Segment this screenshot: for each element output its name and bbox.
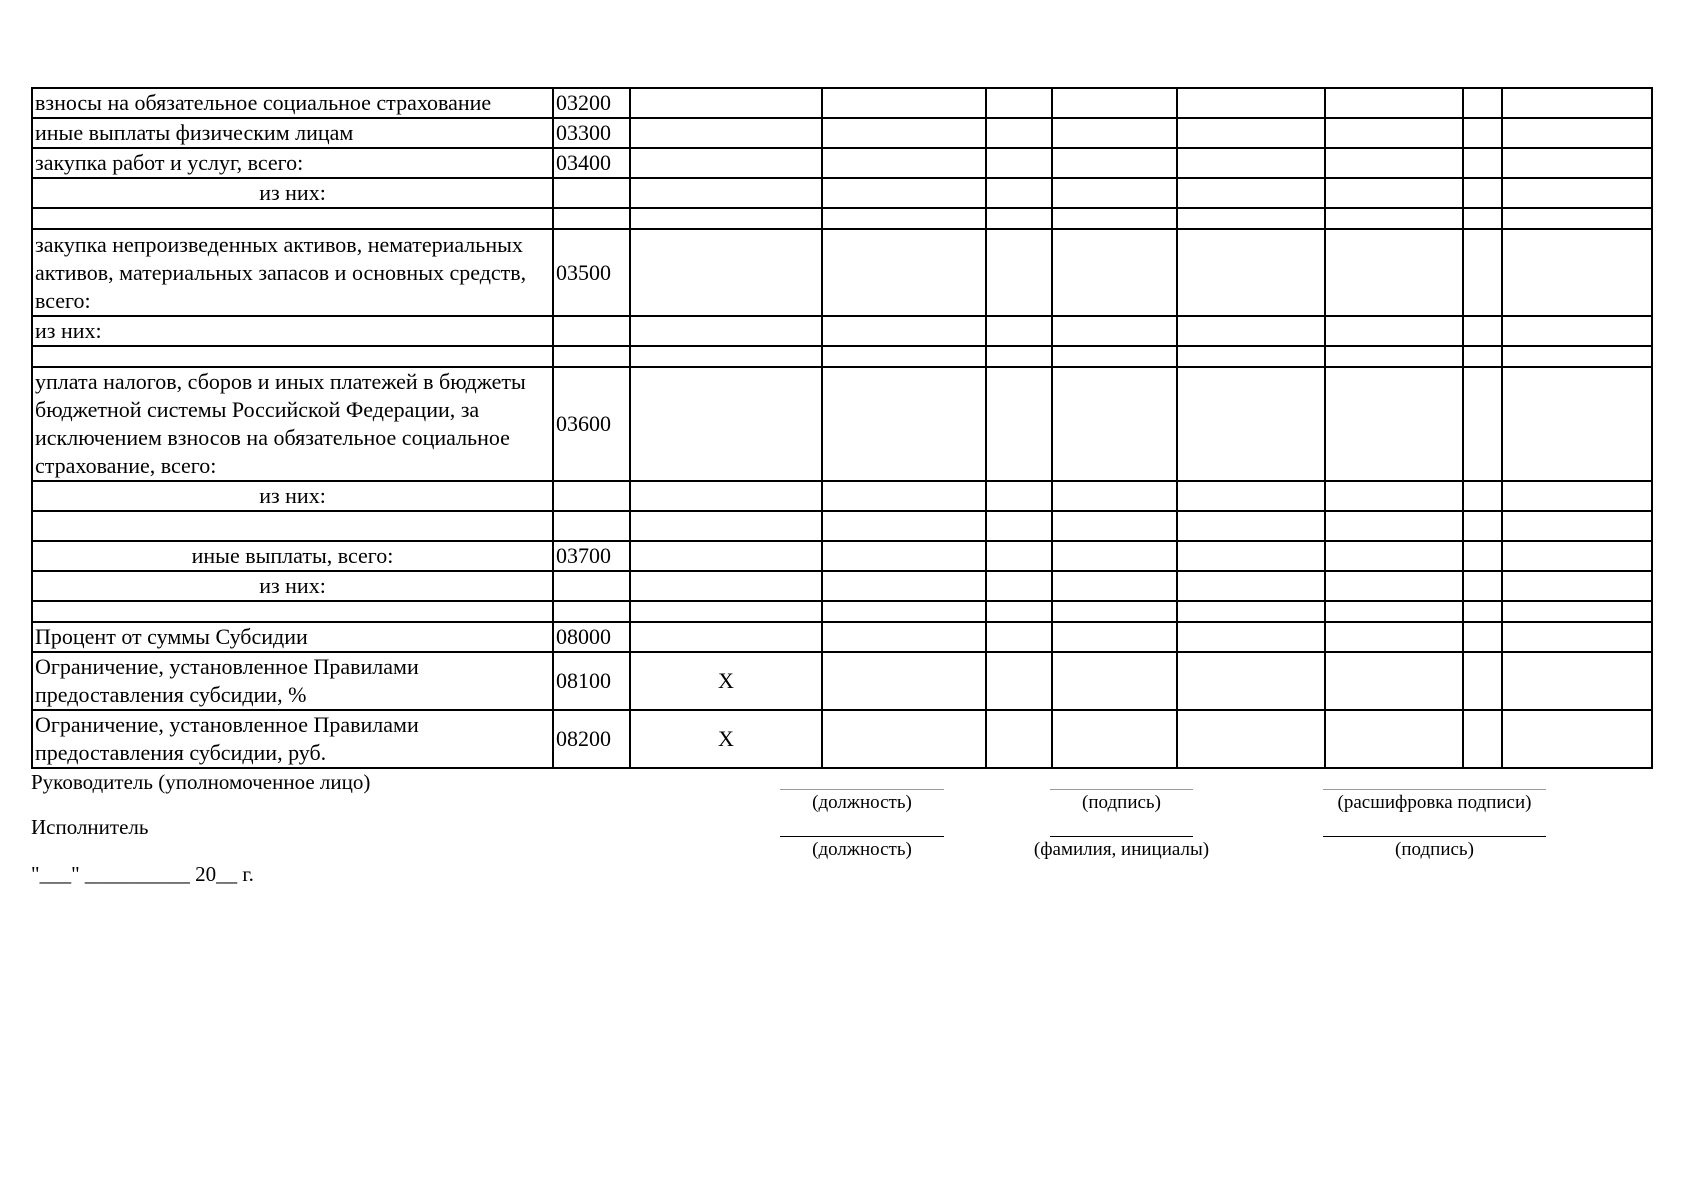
value-cell	[630, 622, 822, 652]
value-cell	[1052, 367, 1177, 481]
table-row	[32, 511, 1652, 541]
value-cell	[1052, 208, 1177, 229]
executor-position-line	[780, 836, 944, 837]
value-cell	[1177, 118, 1325, 148]
value-cell	[986, 710, 1052, 768]
table-row	[32, 346, 1652, 367]
value-cell	[1325, 118, 1463, 148]
value-cell	[986, 652, 1052, 710]
value-cell	[1177, 148, 1325, 178]
value-cell	[986, 346, 1052, 367]
row-code	[553, 208, 630, 229]
row-label: Ограничение, установленное Правилами предоставления субсидии, %	[32, 652, 553, 710]
value-cell	[1463, 622, 1502, 652]
value-cell	[1502, 229, 1652, 316]
value-cell	[1052, 178, 1177, 208]
value-cell	[1177, 710, 1325, 768]
value-cell	[1502, 88, 1652, 118]
value-cell	[630, 229, 822, 316]
table-row	[32, 481, 1652, 511]
value-cell	[986, 367, 1052, 481]
value-cell	[986, 148, 1052, 178]
value-cell	[1325, 481, 1463, 511]
report-table	[31, 87, 1653, 769]
value-cell	[630, 148, 822, 178]
x-mark: X	[630, 710, 822, 768]
value-cell	[822, 118, 986, 148]
row-code	[553, 601, 630, 622]
value-cell	[822, 346, 986, 367]
row-label	[32, 511, 553, 541]
value-cell	[1177, 481, 1325, 511]
value-cell	[1463, 481, 1502, 511]
row-code	[553, 316, 630, 346]
value-cell	[1502, 601, 1652, 622]
table-row	[32, 148, 1652, 178]
row-code: 03600	[553, 367, 630, 481]
executor-name-line	[1050, 836, 1193, 837]
value-cell	[1052, 710, 1177, 768]
value-cell	[630, 571, 822, 601]
value-cell	[1325, 346, 1463, 367]
value-cell	[1325, 652, 1463, 710]
row-label	[32, 346, 553, 367]
head-position-line	[780, 789, 944, 790]
row-code: 08000	[553, 622, 630, 652]
value-cell	[1325, 571, 1463, 601]
value-cell	[1052, 316, 1177, 346]
row-code: 03200	[553, 88, 630, 118]
value-cell	[1325, 601, 1463, 622]
value-cell	[822, 88, 986, 118]
value-cell	[630, 601, 822, 622]
value-cell	[1463, 511, 1502, 541]
row-label: закупка непроизведенных активов, нематериальных активов, материальных запасов и основных средств, всего:	[32, 229, 553, 316]
value-cell	[1177, 208, 1325, 229]
value-cell	[1502, 571, 1652, 601]
value-cell	[1325, 316, 1463, 346]
value-cell	[1502, 541, 1652, 571]
value-cell	[822, 710, 986, 768]
row-label	[32, 208, 553, 229]
value-cell	[822, 571, 986, 601]
value-cell	[1052, 571, 1177, 601]
value-cell	[822, 316, 986, 346]
row-code	[553, 571, 630, 601]
row-code: 03700	[553, 541, 630, 571]
value-cell	[1463, 367, 1502, 481]
value-cell	[1052, 229, 1177, 316]
value-cell	[1052, 601, 1177, 622]
row-label: уплата налогов, сборов и иных платежей в бюджеты бюджетной системы Российской Федерации, за исключением взносов на обязательное социальное страхование, всего:	[32, 367, 553, 481]
row-code: 03400	[553, 148, 630, 178]
value-cell	[1463, 208, 1502, 229]
value-cell	[822, 208, 986, 229]
value-cell	[1325, 148, 1463, 178]
value-cell	[1325, 710, 1463, 768]
value-cell	[1177, 346, 1325, 367]
table-row	[32, 178, 1652, 208]
value-cell	[1502, 481, 1652, 511]
value-cell	[1502, 346, 1652, 367]
value-cell	[630, 316, 822, 346]
executor-position-caption: (должность)	[812, 839, 912, 860]
value-cell	[630, 481, 822, 511]
value-cell	[1325, 178, 1463, 208]
value-cell	[1502, 622, 1652, 652]
value-cell	[1177, 367, 1325, 481]
value-cell	[986, 541, 1052, 571]
value-cell	[1463, 346, 1502, 367]
row-label: из них:	[32, 178, 553, 208]
head-signature-caption: (подпись)	[1082, 792, 1161, 813]
value-cell	[1177, 652, 1325, 710]
head-signature-line	[1050, 789, 1193, 790]
value-cell	[630, 88, 822, 118]
value-cell	[822, 229, 986, 316]
row-code: 03300	[553, 118, 630, 148]
row-code	[553, 481, 630, 511]
value-cell	[1177, 541, 1325, 571]
value-cell	[1177, 316, 1325, 346]
table-row	[32, 622, 1652, 652]
row-label: из них:	[32, 316, 553, 346]
value-cell	[1502, 316, 1652, 346]
head-decoding-line	[1323, 789, 1546, 790]
table-row	[32, 710, 1652, 768]
row-label: из них:	[32, 571, 553, 601]
value-cell	[1052, 541, 1177, 571]
value-cell	[1177, 178, 1325, 208]
value-cell	[630, 541, 822, 571]
value-cell	[1502, 208, 1652, 229]
value-cell	[630, 346, 822, 367]
value-cell	[986, 316, 1052, 346]
value-cell	[1052, 148, 1177, 178]
row-code	[553, 346, 630, 367]
row-code	[553, 511, 630, 541]
value-cell	[986, 88, 1052, 118]
value-cell	[822, 178, 986, 208]
value-cell	[1177, 622, 1325, 652]
table-row	[32, 316, 1652, 346]
value-cell	[630, 178, 822, 208]
value-cell	[986, 601, 1052, 622]
row-label: закупка работ и услуг, всего:	[32, 148, 553, 178]
value-cell	[1052, 346, 1177, 367]
value-cell	[1052, 118, 1177, 148]
executor-label: Исполнитель	[31, 815, 149, 839]
table-row	[32, 118, 1652, 148]
table-row	[32, 367, 1652, 481]
value-cell	[986, 229, 1052, 316]
value-cell	[1325, 367, 1463, 481]
value-cell	[822, 481, 986, 511]
value-cell	[1463, 601, 1502, 622]
value-cell	[822, 541, 986, 571]
value-cell	[630, 367, 822, 481]
executor-signature-line	[1323, 836, 1546, 837]
value-cell	[1325, 229, 1463, 316]
value-cell	[1177, 88, 1325, 118]
value-cell	[822, 367, 986, 481]
value-cell	[630, 511, 822, 541]
value-cell	[822, 511, 986, 541]
value-cell	[1463, 710, 1502, 768]
value-cell	[1177, 601, 1325, 622]
date-line: "___" __________ 20__ г.	[31, 862, 254, 886]
value-cell	[986, 622, 1052, 652]
value-cell	[1463, 118, 1502, 148]
value-cell	[630, 118, 822, 148]
value-cell	[1463, 88, 1502, 118]
row-label: Процент от суммы Субсидии	[32, 622, 553, 652]
value-cell	[822, 622, 986, 652]
value-cell	[1463, 178, 1502, 208]
row-code: 03500	[553, 229, 630, 316]
x-mark: X	[630, 652, 822, 710]
value-cell	[1502, 118, 1652, 148]
value-cell	[986, 178, 1052, 208]
table-row	[32, 571, 1652, 601]
value-cell	[1177, 571, 1325, 601]
head-label: Руководитель (уполномоченное лицо)	[31, 770, 371, 794]
table-row	[32, 652, 1652, 710]
value-cell	[1177, 229, 1325, 316]
row-label: иные выплаты, всего:	[32, 541, 553, 571]
table-row	[32, 88, 1652, 118]
head-position-caption: (должность)	[812, 792, 912, 813]
table-row	[32, 541, 1652, 571]
value-cell	[1502, 367, 1652, 481]
table-row	[32, 229, 1652, 316]
value-cell	[1463, 652, 1502, 710]
executor-signature-caption: (подпись)	[1395, 839, 1474, 860]
value-cell	[986, 118, 1052, 148]
value-cell	[986, 571, 1052, 601]
value-cell	[1463, 571, 1502, 601]
value-cell	[1502, 178, 1652, 208]
value-cell	[1502, 511, 1652, 541]
row-code	[553, 178, 630, 208]
value-cell	[630, 208, 822, 229]
row-label: иные выплаты физическим лицам	[32, 118, 553, 148]
value-cell	[1325, 208, 1463, 229]
table-row	[32, 601, 1652, 622]
row-label: взносы на обязательное социальное страхование	[32, 88, 553, 118]
value-cell	[1463, 316, 1502, 346]
row-label: Ограничение, установленное Правилами предоставления субсидии, руб.	[32, 710, 553, 768]
row-label	[32, 601, 553, 622]
value-cell	[1463, 229, 1502, 316]
value-cell	[1463, 148, 1502, 178]
value-cell	[1052, 511, 1177, 541]
value-cell	[822, 652, 986, 710]
value-cell	[1052, 652, 1177, 710]
value-cell	[1325, 541, 1463, 571]
head-decoding-caption: (расшифровка подписи)	[1337, 792, 1532, 813]
value-cell	[1177, 511, 1325, 541]
value-cell	[1502, 710, 1652, 768]
value-cell	[822, 148, 986, 178]
value-cell	[1052, 88, 1177, 118]
value-cell	[1325, 88, 1463, 118]
row-label: из них:	[32, 481, 553, 511]
value-cell	[1463, 541, 1502, 571]
value-cell	[1502, 652, 1652, 710]
value-cell	[986, 208, 1052, 229]
value-cell	[1325, 511, 1463, 541]
row-code: 08200	[553, 710, 630, 768]
row-code: 08100	[553, 652, 630, 710]
executor-name-caption: (фамилия, инициалы)	[1033, 839, 1210, 860]
value-cell	[1052, 622, 1177, 652]
value-cell	[822, 601, 986, 622]
table-row	[32, 208, 1652, 229]
value-cell	[1325, 622, 1463, 652]
value-cell	[1502, 148, 1652, 178]
value-cell	[1052, 481, 1177, 511]
value-cell	[986, 481, 1052, 511]
value-cell	[986, 511, 1052, 541]
